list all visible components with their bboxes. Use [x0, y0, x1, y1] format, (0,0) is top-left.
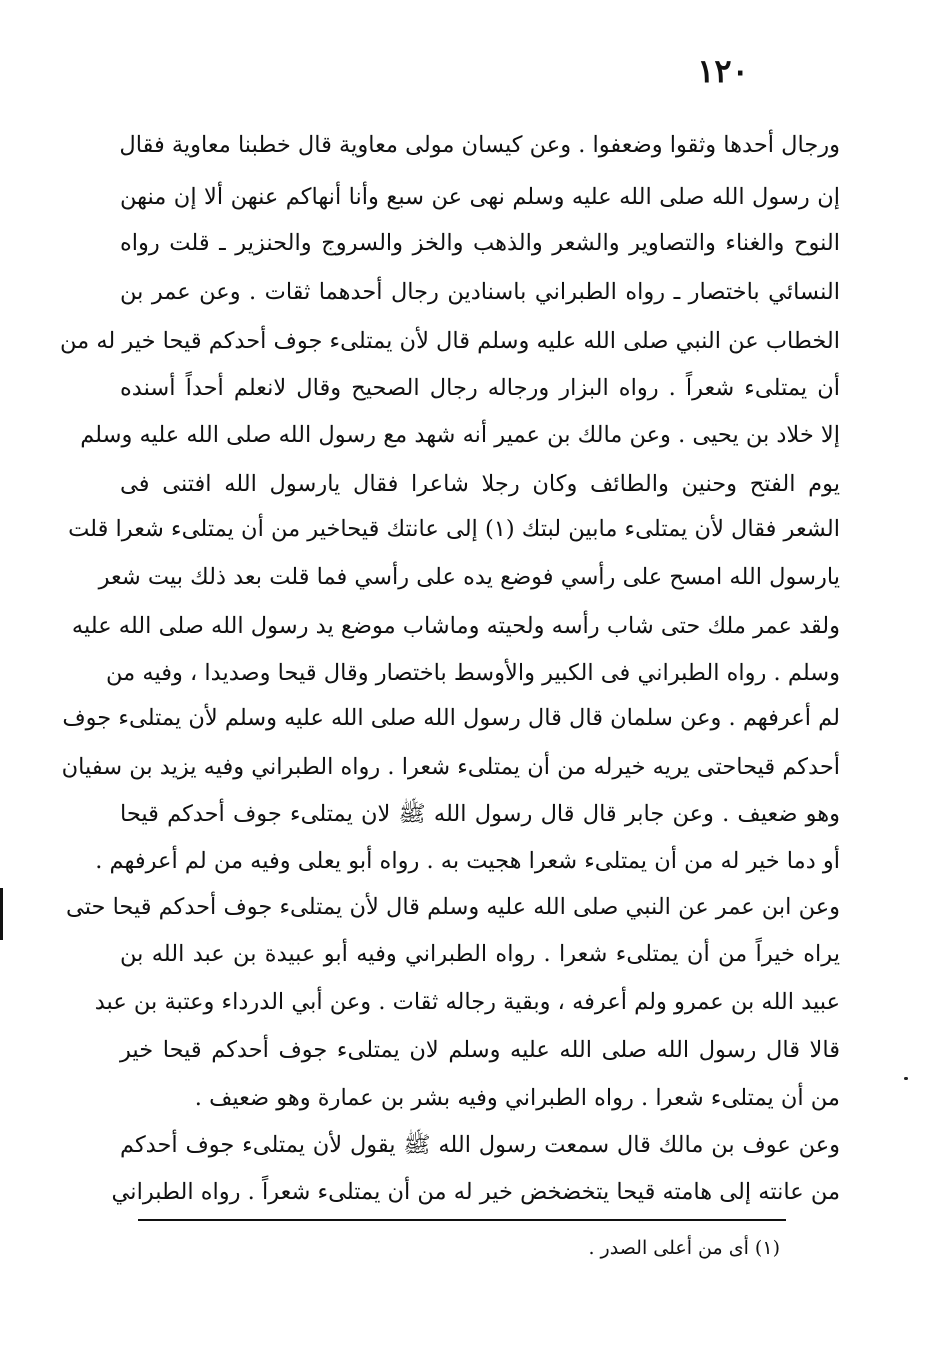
text-line: وعن عوف بن مالك قال سمعت رسول الله ﷺ يقول لأن يمتلىء جوف أحدكم — [120, 1132, 840, 1158]
text-line: الشعر فقال لأن يمتلىء مابين لبتك (١) إلى عانتك قيحاخير من أن يمتلىء شعرا قلت — [68, 516, 840, 542]
text-line: وسلم . رواه الطبراني فى الكبير والأوسط باختصار وقال قيحا وصديدا ، وفيه من — [106, 660, 840, 686]
margin-mark — [0, 888, 3, 940]
text-line: وعن ابن عمر عن النبي صلى الله عليه وسلم قال لأن يمتلىء جوف أحدكم قيحا حتى — [65, 894, 840, 920]
text-line: النسائي باختصار ـ رواه الطبراني باسنادين رجال أحدهما ثقات . وعن عمر بن — [120, 279, 840, 305]
text-line: ولقد عمر ملك حتى شاب رأسه ولحيته وماشاب موضع يد رسول الله صلى الله عليه — [71, 613, 840, 639]
text-line: النوح والغناء والتصاوير والشعر والذهب والخز والسروج والحنزير ـ قلت رواه — [120, 230, 840, 256]
footnote-rule — [138, 1219, 786, 1221]
text-line: يوم الفتح وحنين والطائف وكان رجلا شاعرا فقال يارسول الله افتنى فى — [120, 471, 840, 497]
text-line: إلا خلاد بن يحيى . وعن مالك بن عمير أنه شهد مع رسول الله صلى الله عليه وسلم — [80, 422, 840, 448]
text-line: الخطاب عن النبي صلى الله عليه وسلم قال لأن يمتلىء جوف أحدكم قيحا خير له من — [60, 328, 840, 354]
text-line: من عانته إلى هامته قيحا يتخضخض خير له من أن يمتلىء شعراً . رواه الطبراني — [111, 1179, 840, 1205]
text-line: يارسول الله امسح على رأسي فوضع يده على رأسي فما قلت بعد ذلك بيت شعر — [98, 564, 840, 590]
text-line: قالا قال رسول الله صلى الله عليه وسلم لان يمتلىء جوف أحدكم قيحا خير — [120, 1037, 840, 1063]
page-number: ١٢٠ — [697, 52, 749, 90]
text-line: أو دما خير له من أن يمتلىء شعرا هجيت به . رواه أبو يعلى وفيه من لم أعرفهم . — [95, 848, 840, 874]
text-line: يراه خيراً من أن يمتلىء شعرا . رواه الطبراني وفيه أبو عبيدة بن عبد الله بن — [120, 941, 840, 967]
text-line: من أن يمتلىء شعرا . رواه الطبراني وفيه بشر بن عمارة وهو ضعيف . — [194, 1085, 840, 1111]
text-line: عبيد الله بن عمرو ولم أعرفه ، وبقية رجاله ثقات . وعن أبي الدرداء وعتبة بن عبد — [94, 989, 840, 1015]
text-line: لم أعرفهم . وعن سلمان قال قال رسول الله صلى الله عليه وسلم لأن يمتلىء جوف — [62, 705, 840, 731]
text-line: ورجال أحدها وثقوا وضعفوا . وعن كيسان مولى معاوية قال خطبنا معاوية فقال — [119, 132, 840, 158]
text-line: أن يمتلىء شعراً . رواه البزار ورجاله رجال الصحيح وقال لانعلم أحداً أسنده — [120, 375, 840, 401]
footnote: (١) أى من أعلى الصدر . — [588, 1237, 780, 1259]
ink-speck — [904, 1077, 908, 1080]
text-line: إن رسول الله صلى الله عليه وسلم نهى عن سبع وأنا أنهاكم عنهن ألا إن منهن — [120, 184, 840, 210]
text-line: وهو ضعيف . وعن جابر قال قال رسول الله ﷺ لان يمتلىء جوف أحدكم قيحا — [120, 801, 840, 827]
text-line: أحدكم قيحاحتى يريه خيرله من أن يمتلىء شعرا . رواه الطبراني وفيه يزيد بن سفيان — [61, 754, 840, 780]
